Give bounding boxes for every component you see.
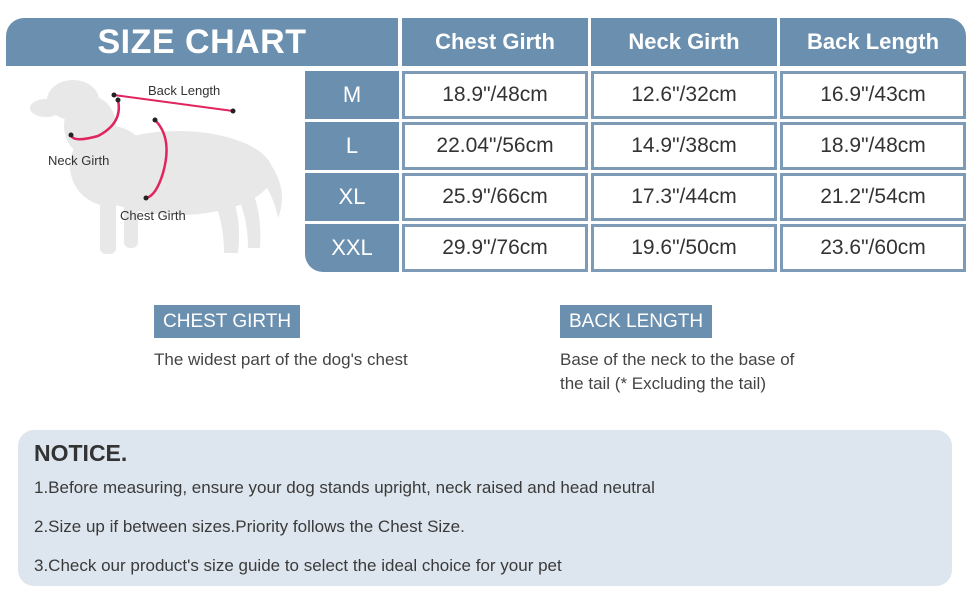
dog-measurement-diagram (28, 78, 290, 263)
table-cell: 22.04"/56cm (402, 122, 588, 170)
notice-panel (18, 430, 952, 586)
size-label-l: L (305, 122, 399, 170)
size-chart-title: SIZE CHART (6, 18, 398, 66)
diagram-label-back-length: Back Length (148, 83, 221, 98)
table-cell: 16.9"/43cm (780, 71, 966, 119)
table-cell: 21.2"/54cm (780, 173, 966, 221)
table-cell: 23.6"/60cm (780, 224, 966, 272)
chest-girth-description: The widest part of the dog's chest (154, 350, 408, 369)
diagram-label-chest-girth: Chest Girth (120, 208, 186, 223)
header-chest-girth: Chest Girth (402, 18, 588, 66)
back-length-description-line-2: the tail (* Excluding the tail) (560, 374, 766, 393)
diagram-label-neck-girth: Neck Girth (48, 153, 110, 168)
table-cell: 14.9"/38cm (591, 122, 777, 170)
notice-title: NOTICE. (34, 440, 128, 466)
table-cell: 18.9"/48cm (780, 122, 966, 170)
size-label-xxl: XXL (305, 224, 399, 272)
back-length-description-line-1: Base of the neck to the base of (560, 350, 795, 369)
chest-girth-badge: CHEST GIRTH (154, 305, 300, 338)
table-cell: 18.9"/48cm (402, 71, 588, 119)
header-neck-girth: Neck Girth (591, 18, 777, 66)
header-back-length: Back Length (780, 18, 966, 66)
table-cell: 12.6"/32cm (591, 71, 777, 119)
back-length-description (560, 348, 794, 396)
notice-item-1: 1.Before measuring, ensure your dog stands upright, neck raised and head neutral (34, 478, 655, 497)
size-label-xl: XL (305, 173, 399, 221)
table-cell: 17.3"/44cm (591, 173, 777, 221)
table-cell: 29.9"/76cm (402, 224, 588, 272)
notice-item-2: 2.Size up if between sizes.Priority follows the Chest Size. (34, 517, 465, 536)
table-cell: 19.6"/50cm (591, 224, 777, 272)
notice-item-3: 3.Check our product's size guide to select the ideal choice for your pet (34, 556, 562, 575)
table-cell: 25.9"/66cm (402, 173, 588, 221)
back-length-badge: BACK LENGTH (560, 305, 712, 338)
size-label-m: M (305, 71, 399, 119)
